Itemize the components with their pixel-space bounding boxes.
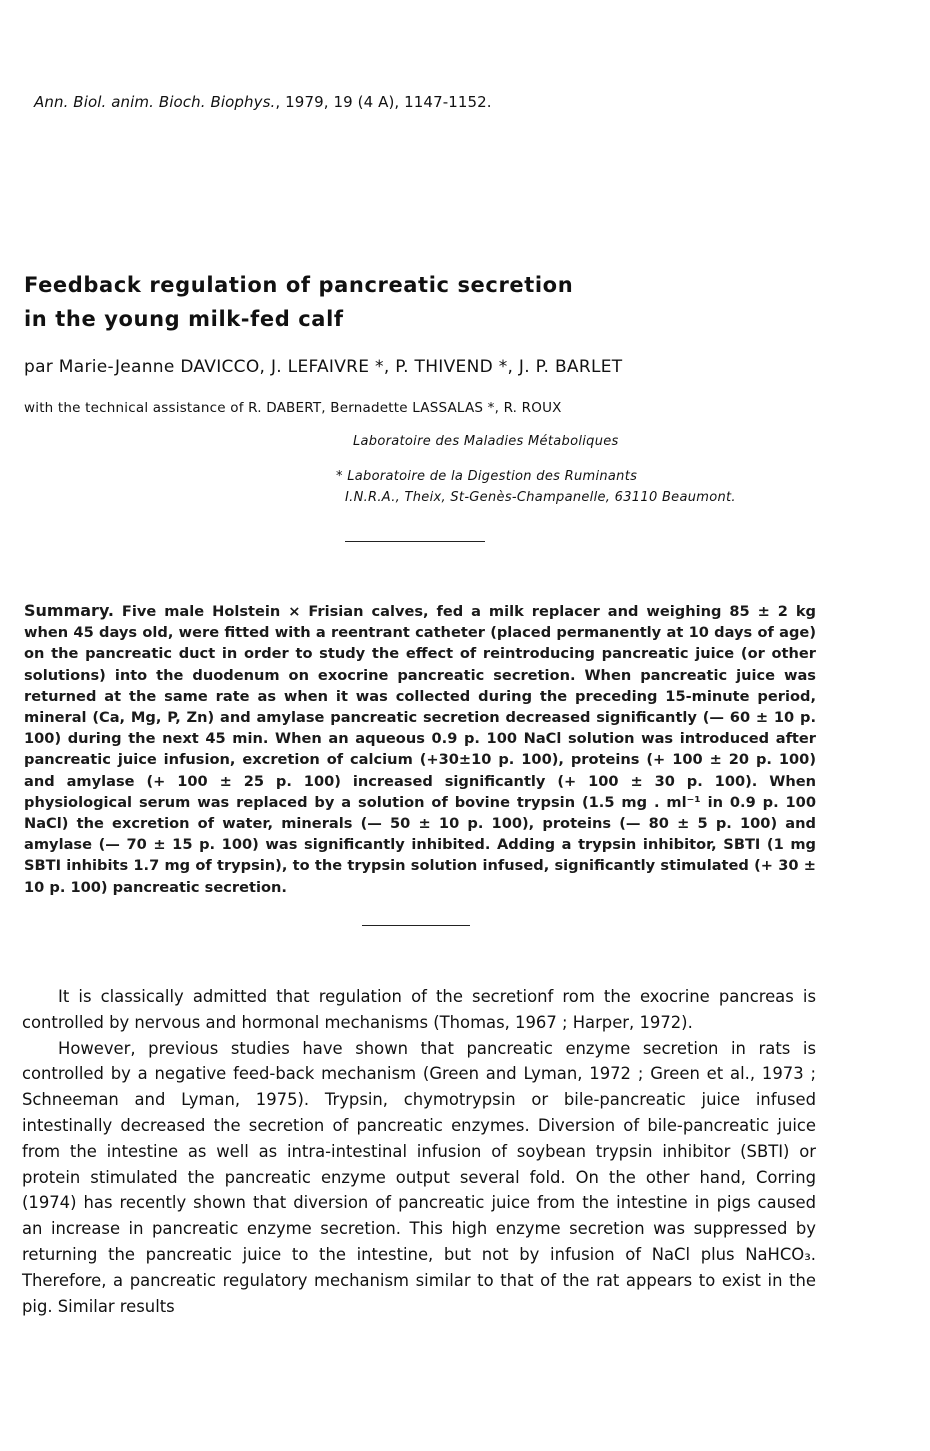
affiliation-2: * Laboratoire de la Digestion des Ruminants bbox=[336, 469, 638, 484]
affiliation-1: Laboratoire des Maladies Métaboliques bbox=[353, 434, 619, 449]
abstract-heading: Summary. bbox=[24, 601, 114, 620]
article-title bbox=[24, 268, 724, 336]
body-paragraph-2: However, previous studies have shown that pancreatic enzyme secretion in rats is controlled by a negative feed-back mechanism (Green and Lyman, 1972 ; Green et al., 1973 ; Schneeman and Lyman, 1975). Trypsin, chymotrypsin or bile-pancreatic juice infused intestinally decreased the secretion of pancreatic enzymes. Diversion of bile-pancreatic juice from the intestine as well as intra-intestinal infusion of soybean trypsin inhibitor (SBTI) or protein stimulated the pancreatic enzyme output several fold. On the other hand, Corring (1974) has recently shown that diversion of pancreatic juice from the intestine in pigs caused an increase in pancreatic enzyme secretion. This high enzyme secretion was suppressed by returning the pancreatic juice to the intestine, but not by infusion of NaCl plus NaHCO₃. Therefore, a pancreatic regulatory mechanism similar to that of the rat appears to exist in the pig. Similar results bbox=[22, 1038, 816, 1316]
title-line-2: in the young milk-fed calf bbox=[24, 307, 344, 331]
section-divider-bottom bbox=[362, 925, 470, 926]
body-paragraph-1: It is classically admitted that regulation of the secretionf rom the exocrine pancreas is controlled by nervous and hormonal mechanisms (Thomas, 1967 ; Harper, 1972). bbox=[22, 987, 816, 1032]
article-body bbox=[22, 984, 816, 1319]
journal-volume-pages: , 1979, 19 (4 A), 1147-1152. bbox=[275, 93, 492, 111]
journal-citation bbox=[34, 93, 492, 111]
affiliation-2-address: I.N.R.A., Theix, St-Genès-Champanelle, 63110 Beaumont. bbox=[345, 490, 736, 505]
technical-assistance: with the technical assistance of R. DABERT, Bernadette LASSALAS *, R. ROUX bbox=[24, 400, 562, 416]
section-divider-top bbox=[345, 541, 485, 542]
abstract-text: Five male Holstein × Frisian calves, fed a milk replacer and weighing 85 ± 2 kg when 45 days old, were fitted with a reentrant catheter (placed permanently at 10 days of age) on the pancreatic duct in order to study the effect of reintroducing pancreatic juice (or other solutions) into the duodenum on exocrine pancreatic secretion. When pancreatic juice was returned at the same rate as when it was collected during the preceding 15-minute period, mineral (Ca, Mg, P, Zn) and amylase pancreatic secretion decreased significantly (— 60 ± 10 p. 100) during the next 45 min. When an aqueous 0.9 p. 100 NaCl solution was introduced after pancreatic juice infusion, excretion of calcium (+30±10 p. 100), proteins (+ 100 ± 20 p. 100) and amylase (+ 100 ± 25 p. 100) increased significantly (+ 100 ± 30 p. 100). When physiological serum was replaced by a solution of bovine trypsin (1.5 mg . ml⁻¹ in 0.9 p. 100 NaCl) the excretion of water, minerals (— 50 ± 10 p. 100), proteins (— 80 ± 5 p. 100) and amylase (— 70 ± 15 p. 100) was significantly inhibited. Adding a trypsin inhibitor, SBTI (1 mg SBTI inhibits 1.7 mg of trypsin), to the trypsin solution infused, significantly stimulated (+ 30 ± 10 p. 100) pancreatic secretion. bbox=[24, 603, 817, 896]
journal-name: Ann. Biol. anim. Bioch. Biophys. bbox=[34, 93, 276, 111]
title-line-1: Feedback regulation of pancreatic secretion bbox=[24, 273, 574, 297]
abstract bbox=[24, 600, 816, 898]
author-list: par Marie-Jeanne DAVICCO, J. LEFAIVRE *, P. THIVEND *, J. P. BARLET bbox=[24, 357, 623, 377]
